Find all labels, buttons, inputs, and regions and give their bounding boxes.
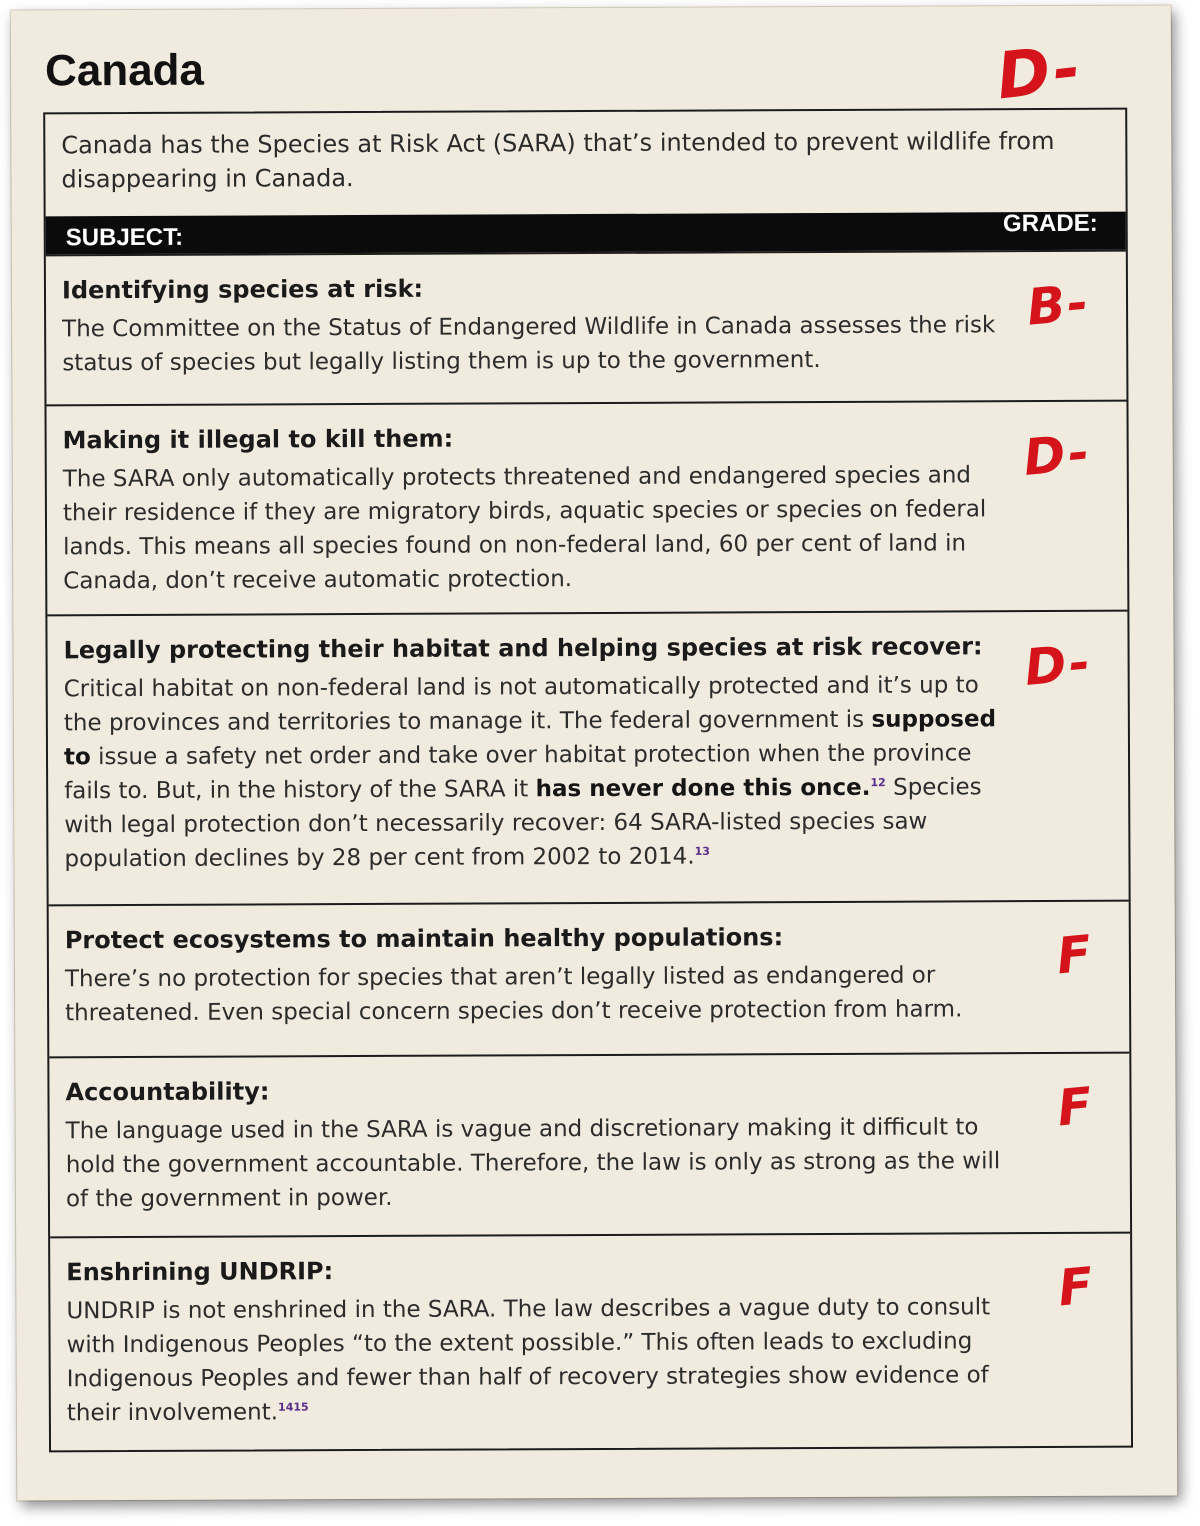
subject-header: SUBJECT: xyxy=(65,223,184,252)
row-text: The Committee on the Status of Endangered Wildlife in Canada assesses the risk status of species but legally listing them is up to the government. xyxy=(62,312,996,377)
row-undrip xyxy=(50,1232,1131,1447)
row-grade: D- xyxy=(1021,633,1095,697)
row-accountability xyxy=(49,1052,1130,1237)
row-subject: Identifying species at risk: xyxy=(61,274,424,305)
bold-segment: has never done this once. xyxy=(535,774,871,803)
overall-grade: D- xyxy=(993,31,1086,115)
row-text xyxy=(66,1290,1011,1430)
row-subject: Protect ecosystems to maintain healthy populations: xyxy=(64,923,784,955)
row-text xyxy=(64,668,1009,876)
report-card xyxy=(43,108,1133,1453)
country-title: Canada xyxy=(44,45,205,96)
row-text: The SARA only automatically protects threatened and endangered species and their residence if they are migratory birds, aquatic species or species on federal lands. This means all species found on non-federal land, 60 per cent of land in Canada, don’t receive automatic protection. xyxy=(62,462,987,595)
row-grade: F xyxy=(1054,924,1096,986)
row-grade: D- xyxy=(1021,423,1094,487)
row-ecosystems xyxy=(49,900,1130,1057)
footnote-marker: 13 xyxy=(694,844,710,858)
row-grade: F xyxy=(1054,1076,1097,1138)
row-subject: Enshrining UNDRIP: xyxy=(66,1257,334,1287)
row-grade: B- xyxy=(1024,273,1093,337)
text-segment: Species with legal protection don’t necessarily recover: 64 SARA-listed species saw population declines by 28 per cent from 2002 to 2014. xyxy=(64,774,982,873)
header-bar xyxy=(46,209,1126,255)
row-subject: Accountability: xyxy=(65,1077,270,1107)
footnote-marker: 12 xyxy=(870,776,886,790)
report-card-page xyxy=(11,5,1177,1500)
grade-header: GRADE: xyxy=(1002,209,1098,238)
intro-text: Canada has the Species at Risk Act (SARA) that’s intended to prevent wildlife from disappearing in Canada. xyxy=(61,126,1055,194)
text-segment: UNDRIP is not enshrined in the SARA. The law describes a vague duty to consult with Indigenous Peoples “to the extent possible.” This often leads to excluding Indigenous Peoples and fewer than half of recovery strategies show evidence of their involvement. xyxy=(66,1294,991,1427)
row-habitat xyxy=(47,610,1128,905)
row-subject: Legally protecting their habitat and helping species at risk recover: xyxy=(63,632,983,665)
text-segment: issue a safety net order and take over habitat protection when the province fails to. But, in the history of the SARA it xyxy=(64,740,972,805)
row-grade: F xyxy=(1055,1256,1097,1318)
footnote-marker: 1415 xyxy=(277,1400,309,1414)
text-segment: Critical habitat on non-federal land is not automatically protected and it’s up to the provinces and territories to manage it. The federal government is xyxy=(63,672,979,737)
row-subject: Making it illegal to kill them: xyxy=(62,424,454,455)
bold-segment: supposed to xyxy=(63,706,997,771)
row-illegal-to-kill xyxy=(46,400,1127,615)
row-identifying xyxy=(46,250,1127,405)
row-text: The language used in the SARA is vague and discretionary making it difficult to hold the government accountable. Therefore, the law is only as strong as the will of the government in power. xyxy=(65,1114,1001,1213)
row-text: There’s no protection for species that aren’t legally listed as endangered or threatened. Even special concern species don’t receive protection from harm. xyxy=(64,962,963,1027)
